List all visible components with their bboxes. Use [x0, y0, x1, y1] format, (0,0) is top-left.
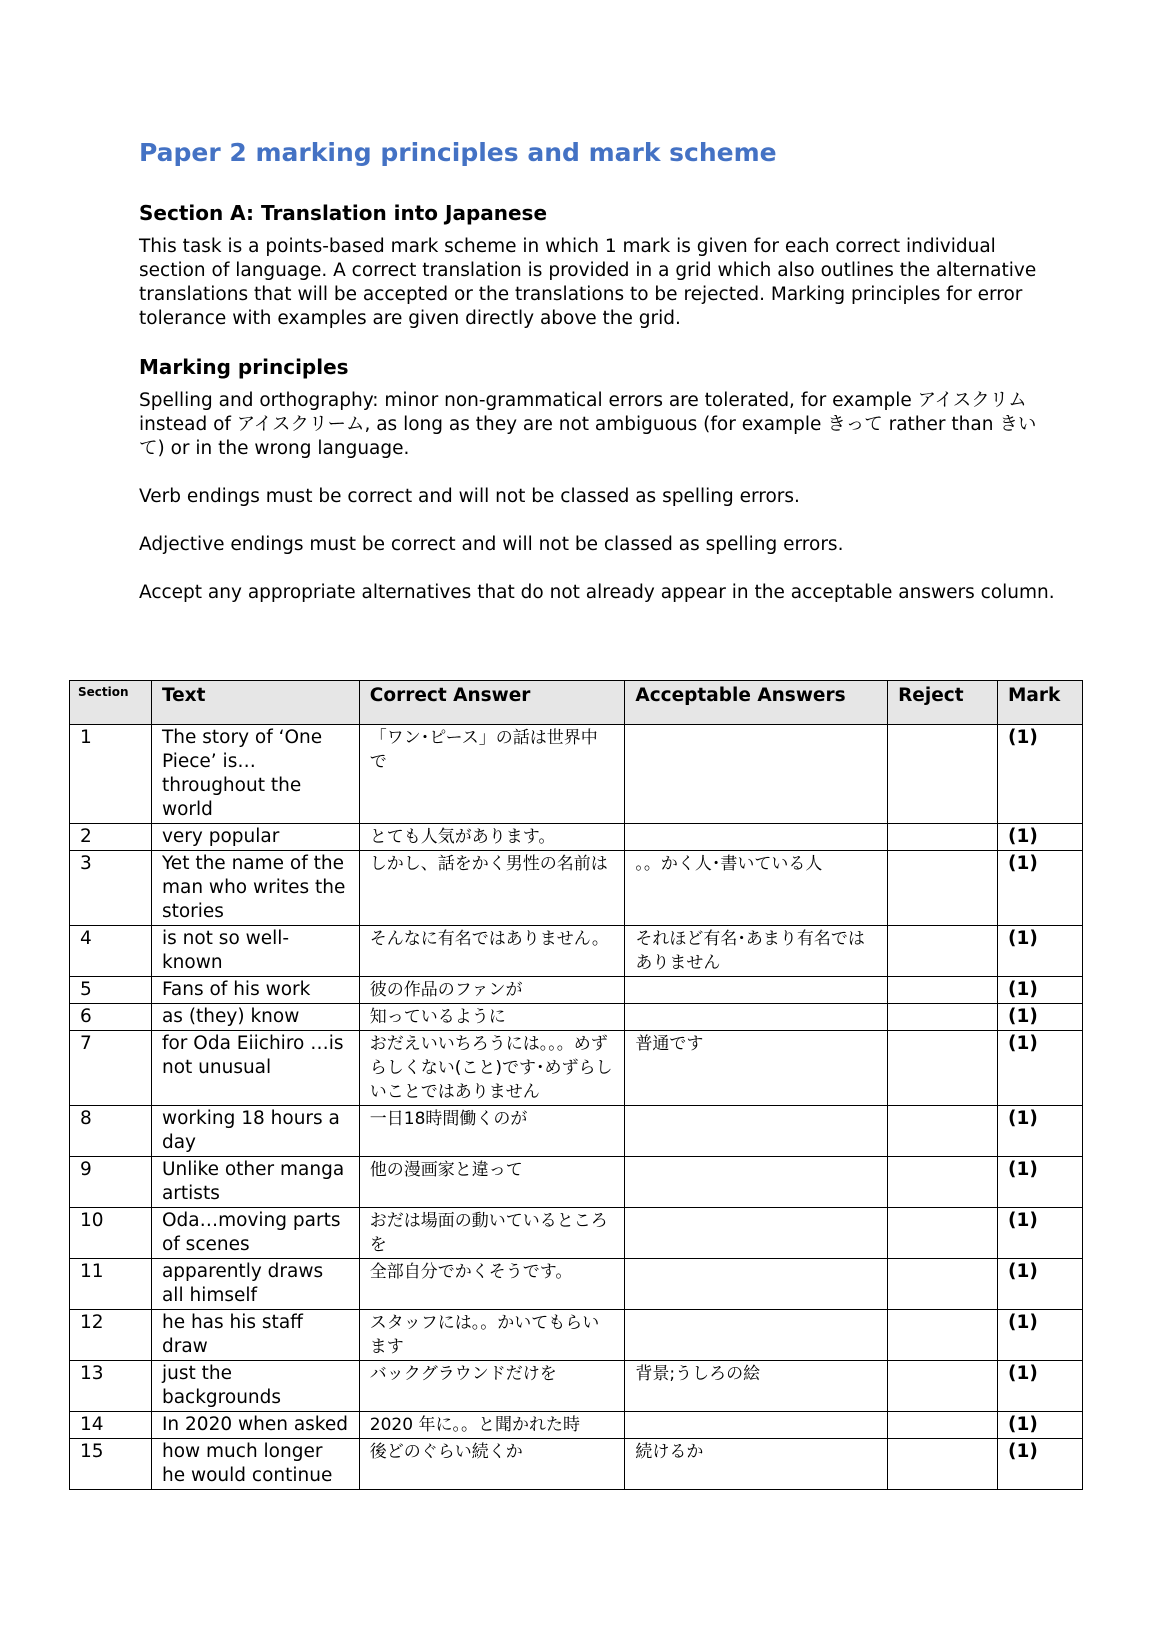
header-acceptable-answers: Acceptable Answers	[625, 681, 888, 725]
section-cell: 7	[70, 1031, 152, 1106]
table-row	[70, 1310, 1083, 1361]
text-cell: as (they) know	[151, 1004, 359, 1031]
acceptable-answers-cell: 背景;うしろの絵	[625, 1361, 888, 1412]
reject-cell	[888, 977, 998, 1004]
correct-answer-cell: しかし、話をかく男性の名前は	[359, 851, 625, 926]
reject-cell	[888, 926, 998, 977]
reject-cell	[888, 1310, 998, 1361]
header-mark: Mark	[998, 681, 1083, 725]
text-cell: working 18 hours a day	[151, 1106, 359, 1157]
table-row	[70, 1004, 1083, 1031]
header-text: Text	[151, 681, 359, 725]
correct-answer-cell: 一日18時間働くのが	[359, 1106, 625, 1157]
correct-answer-cell: 全部自分でかくそうです。	[359, 1259, 625, 1310]
acceptable-answers-cell	[625, 725, 888, 824]
text-cell: apparently draws all himself	[151, 1259, 359, 1310]
section-a-intro: This task is a points-based mark scheme in which 1 mark is given for each correct individual section of language. A correct translation is provided in a grid which also outlines the alternative translations that will be accepted or the translations to be rejected. Marking principles for error tolerance with examples are given directly above the grid.	[139, 236, 1037, 329]
table-row	[70, 1157, 1083, 1208]
principle-spelling: Spelling and orthography: minor non-grammatical errors are tolerated, for example アイスクリム instead of アイスクリーム, as long as they are not ambiguous (for example きって rather than きいて) or in the wrong language.	[139, 390, 1037, 459]
acceptable-answers-cell	[625, 1259, 888, 1310]
section-cell: 11	[70, 1259, 152, 1310]
mark-cell: (1)	[998, 1412, 1083, 1439]
reject-cell	[888, 1361, 998, 1412]
section-a-heading: Section A: Translation into Japanese	[139, 201, 548, 225]
acceptable-answers-cell: 続けるか	[625, 1439, 888, 1490]
reject-cell	[888, 1031, 998, 1106]
marking-principles-heading: Marking principles	[139, 355, 349, 379]
correct-answer-cell: バックグラウンドだけを	[359, 1361, 625, 1412]
mark-cell: (1)	[998, 1439, 1083, 1490]
header-section: Section	[70, 681, 152, 725]
document-page	[139, 138, 1059, 629]
section-cell: 6	[70, 1004, 152, 1031]
mark-cell: (1)	[998, 1031, 1083, 1106]
reject-cell	[888, 824, 998, 851]
mark-cell: (1)	[998, 1361, 1083, 1412]
section-cell: 9	[70, 1157, 152, 1208]
text-cell: how much longer he would continue	[151, 1439, 359, 1490]
page-title: Paper 2 marking principles and mark scheme	[139, 138, 777, 167]
text-cell: he has his staff draw	[151, 1310, 359, 1361]
correct-answer-cell: スタッフには。。かいてもらいます	[359, 1310, 625, 1361]
section-cell: 4	[70, 926, 152, 977]
mark-cell: (1)	[998, 1106, 1083, 1157]
table-row	[70, 1208, 1083, 1259]
reject-cell	[888, 1004, 998, 1031]
mark-cell: (1)	[998, 1208, 1083, 1259]
reject-cell	[888, 725, 998, 824]
section-cell: 2	[70, 824, 152, 851]
correct-answer-cell: 他の漫画家と違って	[359, 1157, 625, 1208]
text-cell: very popular	[151, 824, 359, 851]
correct-answer-cell: 彼の作品のファンが	[359, 977, 625, 1004]
section-cell: 13	[70, 1361, 152, 1412]
correct-answer-cell: おだは場面の動いているところを	[359, 1208, 625, 1259]
text-cell: is not so well-known	[151, 926, 359, 977]
acceptable-answers-cell	[625, 824, 888, 851]
table-row	[70, 1412, 1083, 1439]
reject-cell	[888, 1106, 998, 1157]
table-header-row	[70, 681, 1083, 725]
table-row	[70, 1361, 1083, 1412]
correct-answer-cell: そんなに有名ではありません。	[359, 926, 625, 977]
acceptable-answers-cell	[625, 1310, 888, 1361]
section-cell: 15	[70, 1439, 152, 1490]
acceptable-answers-cell	[625, 1106, 888, 1157]
principle-verb-endings: Verb endings must be correct and will not be classed as spelling errors.	[139, 486, 800, 507]
acceptable-answers-cell: それほど有名･あまり有名ではありません	[625, 926, 888, 977]
table-row	[70, 725, 1083, 824]
section-cell: 8	[70, 1106, 152, 1157]
header-reject: Reject	[888, 681, 998, 725]
reject-cell	[888, 1208, 998, 1259]
table-row	[70, 851, 1083, 926]
reject-cell	[888, 1157, 998, 1208]
acceptable-answers-cell	[625, 1157, 888, 1208]
acceptable-answers-cell	[625, 1412, 888, 1439]
acceptable-answers-cell	[625, 1208, 888, 1259]
mark-cell: (1)	[998, 926, 1083, 977]
reject-cell	[888, 1439, 998, 1490]
text-cell: In 2020 when asked	[151, 1412, 359, 1439]
mark-cell: (1)	[998, 851, 1083, 926]
section-cell: 1	[70, 725, 152, 824]
table-row	[70, 824, 1083, 851]
text-cell: Oda…moving parts of scenes	[151, 1208, 359, 1259]
principle-adjective-endings: Adjective endings must be correct and will not be classed as spelling errors.	[139, 534, 844, 555]
table-row	[70, 977, 1083, 1004]
table-row	[70, 926, 1083, 977]
mark-cell: (1)	[998, 1004, 1083, 1031]
correct-answer-cell: とても人気があります。	[359, 824, 625, 851]
acceptable-answers-cell	[625, 1004, 888, 1031]
mark-cell: (1)	[998, 725, 1083, 824]
mark-cell: (1)	[998, 1259, 1083, 1310]
correct-answer-cell: 2020 年に。。と聞かれた時	[359, 1412, 625, 1439]
header-correct-answer: Correct Answer	[359, 681, 625, 725]
table-row	[70, 1259, 1083, 1310]
table-row	[70, 1031, 1083, 1106]
text-cell: just the backgrounds	[151, 1361, 359, 1412]
acceptable-answers-cell	[625, 977, 888, 1004]
reject-cell	[888, 851, 998, 926]
mark-cell: (1)	[998, 1310, 1083, 1361]
reject-cell	[888, 1259, 998, 1310]
mark-cell: (1)	[998, 824, 1083, 851]
section-cell: 5	[70, 977, 152, 1004]
table-row	[70, 1106, 1083, 1157]
correct-answer-cell: 知っているように	[359, 1004, 625, 1031]
acceptable-answers-cell: 普通です	[625, 1031, 888, 1106]
acceptable-answers-cell: 。。かく人･書いている人	[625, 851, 888, 926]
correct-answer-cell: おだえいいちろうには。。。めずらしくない(こと)です･めずらしいことではありません	[359, 1031, 625, 1106]
text-cell: Fans of his work	[151, 977, 359, 1004]
mark-cell: (1)	[998, 1157, 1083, 1208]
correct-answer-cell: 「ワン･ピース」の話は世界中で	[359, 725, 625, 824]
section-cell: 10	[70, 1208, 152, 1259]
mark-cell: (1)	[998, 977, 1083, 1004]
text-cell: Yet the name of the man who writes the stories	[151, 851, 359, 926]
text-cell: The story of ‘One Piece’ is… throughout the world	[151, 725, 359, 824]
section-cell: 14	[70, 1412, 152, 1439]
text-cell: Unlike other manga artists	[151, 1157, 359, 1208]
reject-cell	[888, 1412, 998, 1439]
section-cell: 12	[70, 1310, 152, 1361]
mark-scheme-table	[69, 680, 1083, 1490]
principle-alternatives: Accept any appropriate alternatives that do not already appear in the acceptable answers column.	[139, 582, 1055, 603]
correct-answer-cell: 後どのぐらい続くか	[359, 1439, 625, 1490]
text-cell: for Oda Eiichiro …is not unusual	[151, 1031, 359, 1106]
table-row	[70, 1439, 1083, 1490]
section-cell: 3	[70, 851, 152, 926]
